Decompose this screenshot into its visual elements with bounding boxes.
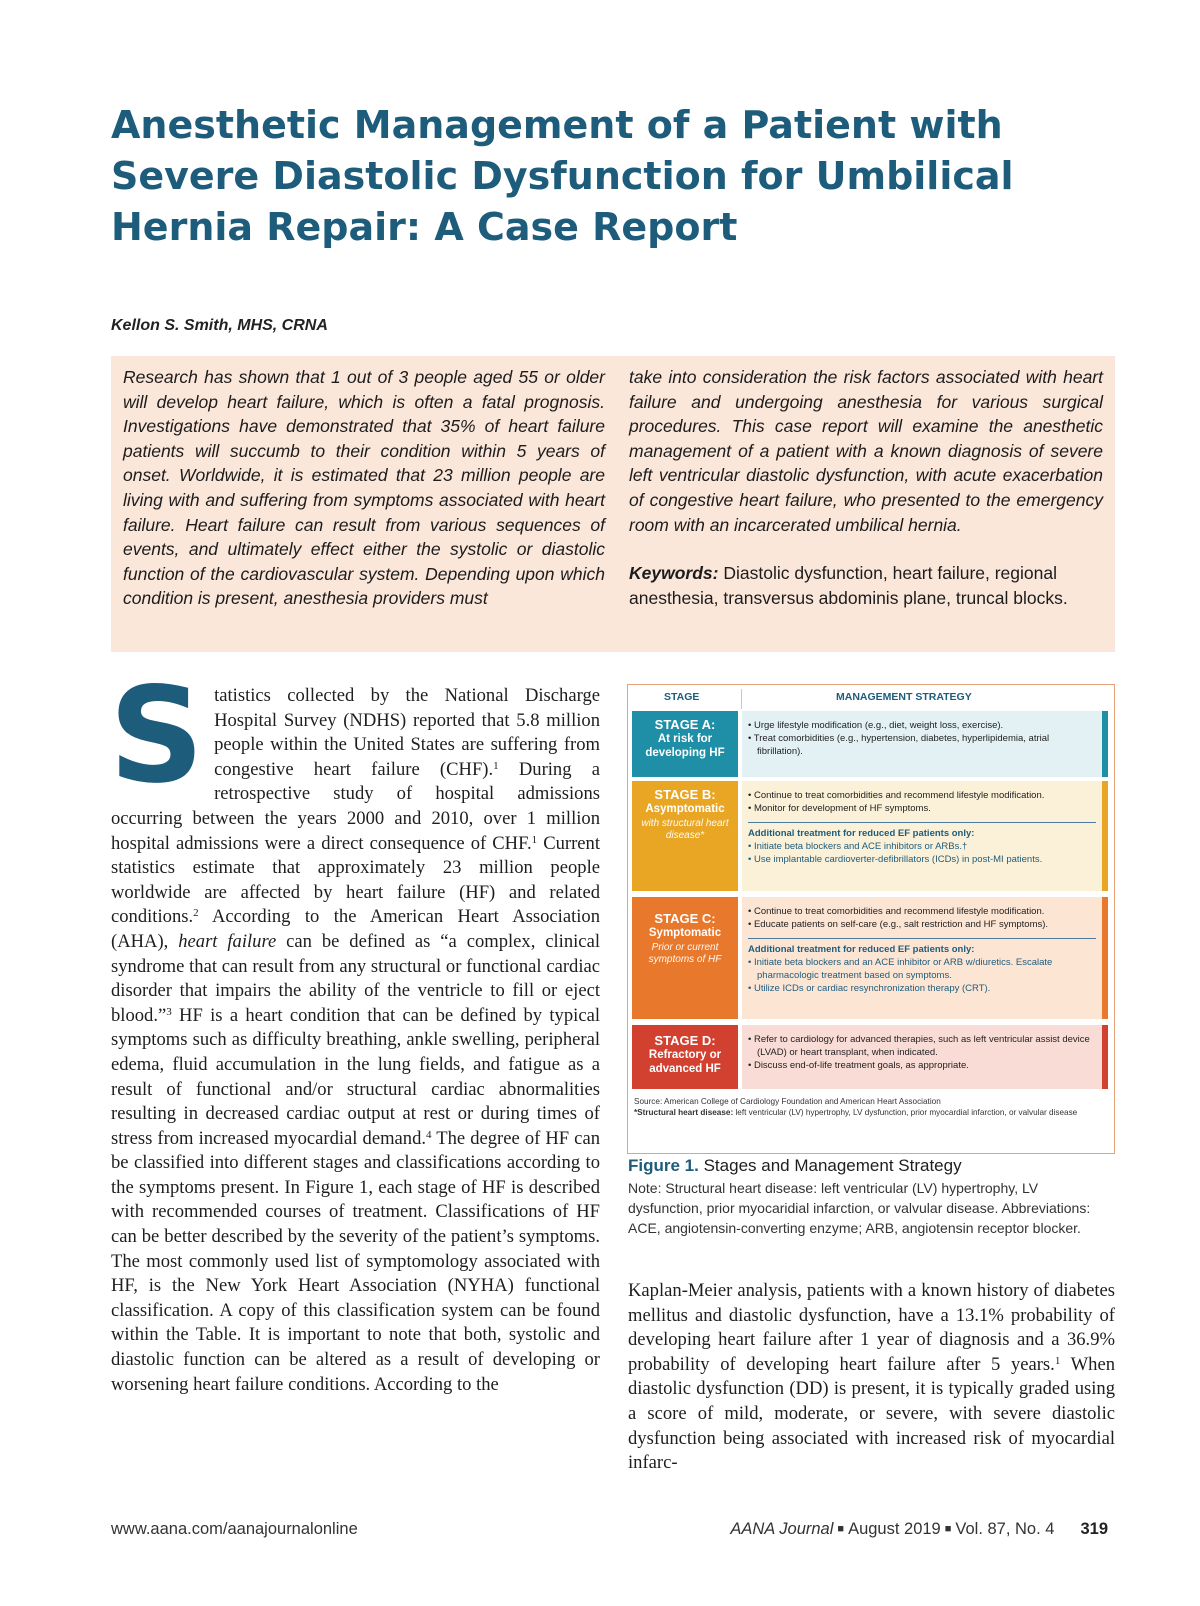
body-text: tatistics collected by the National Discharge Hospital Survey (NDHS) reported that 5.8 million people within the United States are suffering from congestive heart failure (CHF). [214, 685, 600, 780]
strategy-sub-bullet: • Utilize ICDs or cardiac resynchronization therapy (CRT). [748, 983, 991, 994]
citation: 4 [426, 1128, 432, 1141]
header-divider [741, 689, 742, 709]
emphasis-term: heart failure [178, 930, 277, 952]
body-text: According to the American Heart Association (AHA), [111, 906, 600, 952]
stage-a-strategy [742, 711, 1102, 777]
author-byline: Kellon S. Smith, MHS, CRNA [111, 317, 328, 334]
stage-description: Refractory or advanced HF [648, 1049, 722, 1075]
stage-d-edge [1102, 1025, 1108, 1089]
strategy-subhead: Additional treatment for reduced EF patients only: [748, 822, 1096, 840]
figure-footnote [634, 1107, 1104, 1118]
article-title: Anesthetic Management of a Patient with Severe Diastolic Dysfunction for Umbilical Hernia Repair: A Case Report [111, 103, 1014, 249]
body-text: When diastolic dysfunction (DD) is present, it is typically graded using a score of mild, moderate, or severe, with severe diastolic dysfunction being associated with increased risk of myocardial infarc- [628, 1353, 1115, 1474]
stage-name: STAGE D: [654, 1033, 716, 1048]
strategy-bullet: • Refer to cardiology for advanced therapies, such as left ventricular assist device (LVAD) or heart transplant, when indicated. [748, 1034, 1090, 1058]
body-text: The degree of HF can be classified into different stages and classifications according to the symptoms present. In Figure 1, each stage of HF is described with recommended courses of treatment. Classifications of HF can be better described by the severity of the patient’s symptoms. The most commonly used list of symptomology associated with HF, is the New York Heart Association (NYHA) functional classification. A copy of this classification system can be found within the Table. It is important to note that both, systolic and diastolic function can be altered as a result of developing or worsening heart failure conditions. According to the [111, 1127, 600, 1395]
source-line: Source: American College of Cardiology Foundation and American Heart Association [634, 1097, 941, 1106]
strategy-bullet: • Educate patients on self-care (e.g., salt restriction and HF symptoms). [748, 919, 1049, 930]
figure-1-stages [627, 684, 1115, 1154]
stage-description: Symptomatic [648, 927, 722, 939]
stage-description: At risk for developing HF [645, 733, 725, 759]
separator: ■ [837, 1523, 845, 1535]
stage-description: Asymptomatic [645, 803, 725, 815]
stage-subtitle: with structural heart disease* [641, 818, 729, 841]
body-text: HF is a heart condition that can be defined by typical symptoms such as difficulty breathing, ankle swelling, peripheral edema, fluid accumulation in the lung fields, and fatigue as a result of functional and/or structural cardiac abnormalities resulting in decreased cardiac output at rest or during times of stress from increased myocardial demand. [111, 1004, 600, 1149]
stage-b-edge [1102, 781, 1108, 891]
stage-c-label [632, 897, 738, 1019]
caption-title [628, 1155, 1115, 1177]
journal-name: AANA Journal [730, 1520, 834, 1538]
strategy-subhead: Additional treatment for reduced EF patients only: [748, 938, 1096, 956]
stage-name: STAGE B: [654, 787, 716, 802]
footer-url: www.aana.com/aanajournalonline [111, 1520, 358, 1538]
stage-d-strategy [742, 1025, 1102, 1089]
body-text: can be defined as “a complex, clinical syndrome that can result from any structural or functional cardiac disorder that impairs the ability of the ventricle to fill or eject blood.” [111, 930, 600, 1026]
stage-c-edge [1102, 897, 1108, 1019]
keywords-text: Diastolic dysfunction, heart failure, regional anesthesia, transversus abdominis plane, truncal blocks. [629, 563, 1068, 608]
stage-d-row [632, 1025, 1108, 1089]
stage-b-strategy [742, 781, 1102, 891]
stage-a-row [632, 711, 1108, 777]
figure-number: Figure 1. [628, 1156, 699, 1175]
stage-name: STAGE A: [654, 717, 716, 732]
abstract-box [111, 356, 1115, 652]
abstract-left-column: Research has shown that 1 out of 3 people aged 55 or older will develop heart failure, which is often a fatal prognosis. Investigations have demonstrated that 35% of heart failure patients will succumb to their condition within 5 years of onset. Worldwide, it is estimated that 23 million people are living with and suffering from symptoms associated with heart failure. Heart failure can result from various sequences of events, and ultimately effect either the systolic or diastolic function of the cardiovascular system. Depending upon which condition is present, anesthesia providers must [123, 367, 605, 609]
column-header-stage: STAGE [664, 691, 700, 703]
stage-subtitle: Prior or current symptoms of HF [648, 942, 722, 965]
column-header-strategy: MANAGEMENT STRATEGY [836, 691, 972, 703]
citation: 1 [1054, 1354, 1061, 1367]
strategy-sub-bullet: • Initiate beta blockers and an ACE inhibitor or ARB w/diuretics. Escalate pharmacologic treatment based on symptoms. [748, 957, 1053, 981]
strategy-sub-bullet: • Use implantable cardioverter-defibrillators (ICDs) in post-MI patients. [748, 854, 1043, 865]
stage-a-edge [1102, 711, 1108, 777]
stage-d-label [632, 1025, 738, 1089]
citation: 1 [493, 759, 499, 772]
footnote-label: *Structural heart disease: [634, 1108, 734, 1117]
footer-journal-info [730, 1520, 1108, 1539]
body-text: During a retrospective study of hospital admissions occurring between the years 2000 and 2010, over 1 million hospital admissions were a direct consequence of CHF. [111, 758, 600, 854]
strategy-bullet: • Continue to treat comorbidities and recommend lifestyle modification. [748, 790, 1045, 801]
page-number: 319 [1080, 1520, 1108, 1538]
body-text-right-column [628, 1279, 1115, 1476]
strategy-bullet: • Discuss end-of-life treatment goals, as appropriate. [748, 1060, 969, 1071]
keywords-label: Keywords: [629, 563, 719, 584]
body-text-left-column [109, 659, 600, 1397]
strategy-bullet: • Monitor for development of HF symptoms. [748, 803, 931, 814]
citation: 2 [193, 907, 199, 920]
stage-c-row [632, 897, 1108, 1019]
caption-heading: Stages and Management Strategy [703, 1156, 962, 1175]
figure-header [628, 685, 1114, 711]
caption-note: Note: Structural heart disease: left ventricular (LV) hypertrophy, LV dysfunction, prior myocaridial infarction, or valvular disease. Abbreviations: ACE, angiotensin-converting enzyme; ARB, angiotensin receptor blocker. [628, 1180, 1091, 1236]
citation: 1 [531, 833, 538, 846]
keywords [629, 561, 1103, 610]
stage-b-label [632, 781, 738, 891]
volume-number: Vol. 87, No. 4 [955, 1520, 1055, 1538]
issue-date: August 2019 [848, 1520, 941, 1538]
body-text: Current statistics estimate that approximately 23 million people worldwide are affected by heart failure (HF) and related conditions. [111, 832, 600, 928]
stage-b-row [632, 781, 1108, 891]
citation: 3 [166, 1005, 172, 1018]
stage-c-strategy [742, 897, 1102, 1019]
body-text: Kaplan-Meier analysis, patients with a known history of diabetes mellitus and diastolic dysfunction, have a 13.1% probability of developing heart failure after 1 year of diagnosis and a 36.9% probability of developing heart failure after 5 years. [628, 1280, 1115, 1375]
stage-a-label [632, 711, 738, 777]
separator: ■ [944, 1523, 952, 1535]
abstract-right-column [629, 365, 1103, 610]
figure-source [634, 1096, 1104, 1118]
strategy-bullet: • Continue to treat comorbidities and recommend lifestyle modification. [748, 906, 1045, 917]
strategy-bullet: • Treat comorbidities (e.g., hypertension, diabetes, hyperlipidemia, atrial fibrillation). [748, 733, 1050, 757]
stage-name: STAGE C: [654, 911, 716, 926]
abstract-right-text: take into consideration the risk factors associated with heart failure and undergoing anesthesia for various surgical procedures. This case report will examine the anesthetic management of a patient with a known diagnosis of severe left ventricular diastolic dysfunction, with acute exacerbation of congestive heart failure, who presented to the emergency room with an incarcerated umbilical hernia. [629, 367, 1103, 535]
strategy-sub-bullet: • Initiate beta blockers and ACE inhibitors or ARBs.† [748, 841, 968, 852]
strategy-bullet: • Urge lifestyle modification (e.g., diet, weight loss, exercise). [748, 720, 1004, 731]
drop-cap: S [109, 659, 205, 813]
footnote-text: left ventricular (LV) hypertrophy, LV dysfunction, prior myocardial infarction, or valvular disease [733, 1108, 1078, 1117]
figure-caption [628, 1155, 1115, 1238]
